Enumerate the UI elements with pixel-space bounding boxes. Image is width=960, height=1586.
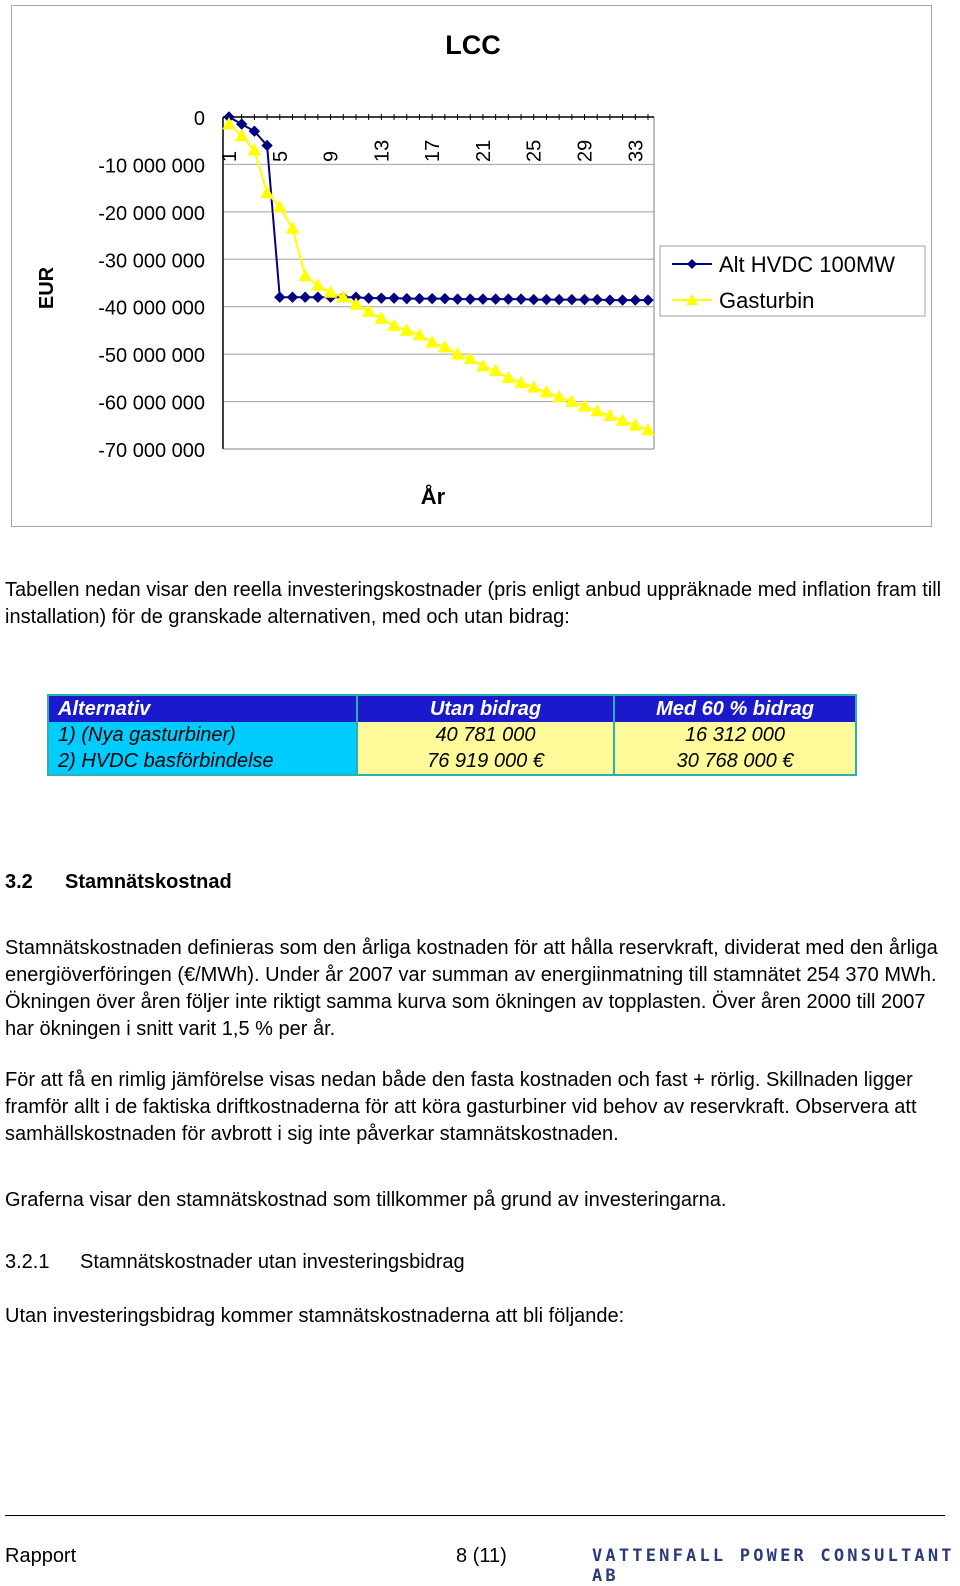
x-axis-label: År [420, 484, 446, 509]
footer-divider [5, 1515, 945, 1516]
subsection-title: Stamnätskostnader utan investeringsbidrag [80, 1251, 465, 1273]
table-row [48, 748, 856, 775]
x-tick-label: 29 [574, 139, 597, 162]
y-tick-label: -40 000 000 [98, 297, 205, 320]
table-cell: 76 919 000 € [357, 748, 614, 775]
table-header-row [48, 695, 856, 722]
paragraph: Graferna visar den stamnätskostnad som tillkommer på grund av investeringarna. [5, 1189, 727, 1211]
paragraph: Stamnätskostnaden definieras som den årliga kostnaden för att hålla reservkraft, dividerat med den årliga energiöverföringen (€/MWh). Under år 2007 var summan av energiinmatning till stamnätet 254 370 MWh. Ökningen över åren följer inte riktigt samma kurva som ökningen av topplasten. Över åren 2000 till 2007 har ökningen i snitt varit 1,5 % per år. [5, 937, 938, 1040]
intro-text: Tabellen nedan visar den reella investeringskostnader (pris enligt anbud uppräknade med inflation fram till installation) för de granskade alternativen, med och utan bidrag: [5, 579, 942, 628]
x-tick-label: 25 [523, 139, 546, 162]
legend-label: Alt HVDC 100MW [719, 252, 896, 277]
table-cell: 40 781 000 [357, 722, 614, 748]
table-cell: 2) HVDC basförbindelse [48, 748, 357, 775]
subsection-heading [5, 1251, 465, 1274]
section-heading [5, 871, 232, 894]
table-header-cell: Alternativ [48, 695, 357, 722]
table-header-cell: Med 60 % bidrag [614, 695, 856, 722]
y-tick-label: -30 000 000 [98, 250, 205, 273]
lcc-chart [11, 5, 932, 527]
y-tick-label: -50 000 000 [98, 345, 205, 368]
closing-text: Utan investeringsbidrag kommer stamnätskostnaderna att bli följande: [5, 1305, 625, 1327]
section-title: Stamnätskostnad [65, 871, 232, 893]
plot-area [223, 117, 654, 449]
chart-title: LCC [445, 30, 501, 60]
lcc-chart-svg [12, 6, 933, 528]
y-tick-label: -60 000 000 [98, 392, 205, 415]
y-axis-label: EUR [36, 266, 58, 310]
x-tick-label: 17 [422, 139, 445, 162]
subsection-number: 3.2.1 [5, 1251, 50, 1273]
footer-report-label: Rapport [5, 1545, 77, 1567]
table-cell: 30 768 000 € [614, 748, 856, 775]
x-tick-label: 5 [269, 150, 292, 162]
paragraph: För att få en rimlig jämförelse visas nedan både den fasta kostnaden och fast + rörlig. Skillnaden ligger framför allt i de faktiska driftkostnaderna för att köra gasturbiner vid behov av reservkraft. Observera att samhällskostnaden för avbrott i sig inte påverkar stamnätskostnaden. [5, 1069, 917, 1145]
x-tick-label: 1 [219, 150, 241, 162]
x-tick-label: 21 [472, 139, 495, 162]
footer-brand-logo: VATTENFALL POWER CONSULTANT AB [592, 1546, 955, 1586]
x-tick-label: 13 [371, 139, 394, 162]
y-tick-label: -70 000 000 [98, 440, 205, 462]
table-cell: 1) (Nya gasturbiner) [48, 722, 357, 748]
section-number: 3.2 [5, 871, 33, 893]
y-tick-label: -20 000 000 [98, 202, 205, 225]
y-tick-label: 0 [193, 108, 205, 130]
footer-page-number: 8 (11) [456, 1545, 507, 1567]
legend-label: Gasturbin [719, 288, 815, 313]
y-tick-label: -10 000 000 [98, 155, 205, 178]
table-cell: 16 312 000 [614, 722, 856, 748]
x-tick-label: 9 [320, 150, 343, 162]
table-header-cell: Utan bidrag [357, 695, 614, 722]
table-row [48, 722, 856, 748]
investment-table [47, 694, 857, 776]
x-tick-label: 33 [625, 139, 648, 162]
